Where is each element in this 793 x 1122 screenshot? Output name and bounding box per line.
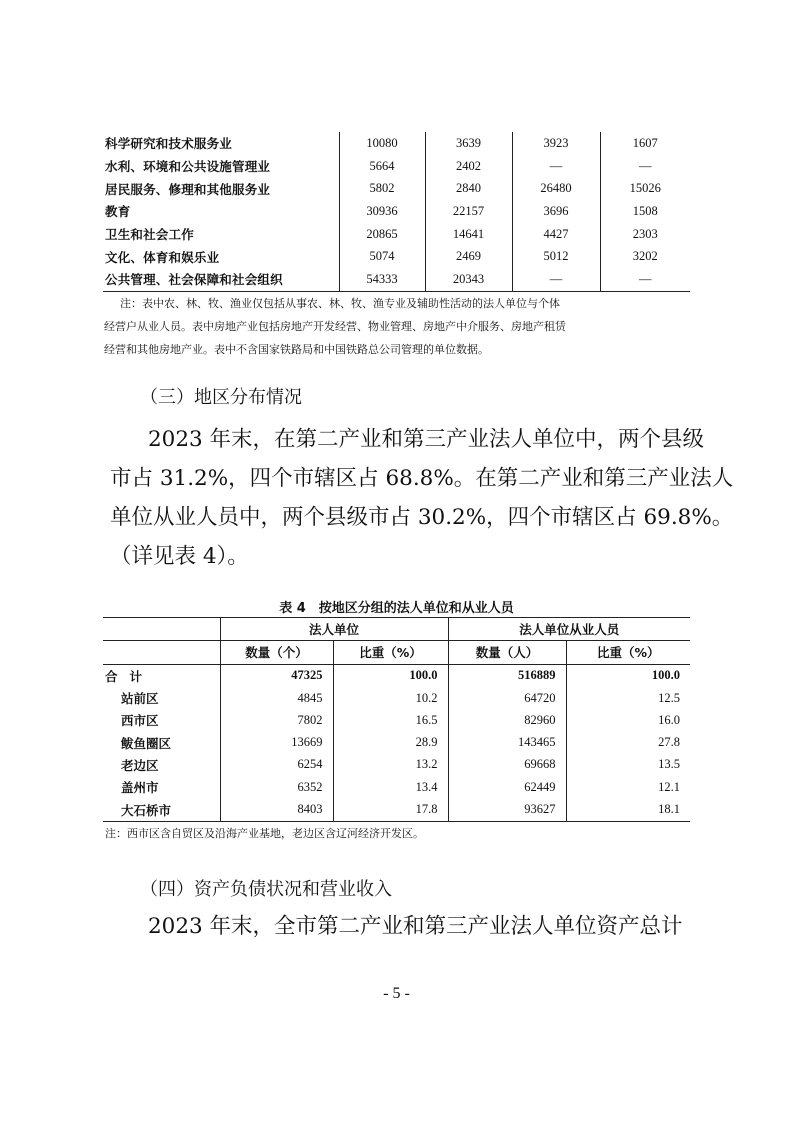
section-paragraph-assets xyxy=(148,907,683,946)
cell-value: 62449 xyxy=(448,776,566,798)
cell-value: 13.4 xyxy=(333,776,448,798)
note-line: 经营户从业人员。表中房地产业包括房地产开发经营、物业管理、房地产中介服务、房地产租赁 xyxy=(104,320,566,333)
note-line: 经营和其他房地产业。表中不含国家铁路局和中国铁路总公司管理的单位数据。 xyxy=(104,343,489,356)
table-row xyxy=(103,200,690,223)
region-table xyxy=(103,617,690,822)
cell-value: 10080 xyxy=(339,132,425,155)
cell-value: 6254 xyxy=(220,754,333,776)
sub-header: 数量（人） xyxy=(448,641,566,664)
cell-value: 20343 xyxy=(425,268,512,291)
cell-value: 2469 xyxy=(425,245,512,268)
cell-value: 143465 xyxy=(448,731,566,753)
cell-value: 13.2 xyxy=(333,754,448,776)
region-table-body xyxy=(103,664,690,821)
table-row xyxy=(103,268,690,291)
cell-value: 1508 xyxy=(600,200,690,223)
region-header-empty xyxy=(103,641,220,664)
cell-value: 20865 xyxy=(339,223,425,246)
row-label: 卫生和社会工作 xyxy=(105,227,194,243)
cell-value: 1607 xyxy=(600,132,690,155)
cell-value: 5802 xyxy=(339,177,425,200)
industry-table xyxy=(103,132,690,292)
row-label: 居民服务、修理和其他服务业 xyxy=(105,181,271,197)
cell-value: 15026 xyxy=(600,177,690,200)
sub-header: 数量（个） xyxy=(220,641,333,664)
industry-table-note xyxy=(104,292,695,361)
cell-value: 12.5 xyxy=(566,687,690,709)
table-row xyxy=(103,155,690,178)
table-row xyxy=(103,754,690,776)
cell-value: 2840 xyxy=(425,177,512,200)
cell-value: 22157 xyxy=(425,200,512,223)
cell-value: 16.5 xyxy=(333,709,448,731)
cell-value: 16.0 xyxy=(566,709,690,731)
paragraph-line: 市占 31.2%，四个市辖区占 68.8%。在第二产业和第三产业法人 xyxy=(110,466,734,491)
table-row xyxy=(103,709,690,731)
table-row xyxy=(103,177,690,200)
table-row xyxy=(103,798,690,821)
table-row xyxy=(103,245,690,268)
cell-value: 26480 xyxy=(512,177,600,200)
table-row xyxy=(103,223,690,246)
cell-value: 4845 xyxy=(220,687,333,709)
cell-value: 47325 xyxy=(220,664,333,687)
cell-value: — xyxy=(512,155,600,178)
group-header-units: 法人单位 xyxy=(220,618,448,641)
cell-value: — xyxy=(512,268,600,291)
sub-header: 比重（%） xyxy=(333,641,448,664)
cell-value: 30936 xyxy=(339,200,425,223)
group-header-employees: 法人单位从业人员 xyxy=(448,618,690,641)
cell-value: 4427 xyxy=(512,223,600,246)
cell-value: 516889 xyxy=(448,664,566,687)
cell-value: — xyxy=(600,268,690,291)
cell-value: 6352 xyxy=(220,776,333,798)
cell-value: 2303 xyxy=(600,223,690,246)
table-row xyxy=(103,132,690,155)
row-label: 合计 xyxy=(105,668,155,684)
table4-note: 注：西市区含自贸区及沿海产业基地，老边区含辽河经济开发区。 xyxy=(105,827,424,840)
table-row xyxy=(103,731,690,753)
table-row xyxy=(103,664,690,687)
sub-header: 比重（%） xyxy=(566,641,690,664)
region-header-empty xyxy=(103,618,220,641)
cell-value: 10.2 xyxy=(333,687,448,709)
row-label: 教育 xyxy=(105,204,131,220)
row-label: 大石桥市 xyxy=(121,802,172,818)
row-label: 文化、体育和娱乐业 xyxy=(105,249,220,265)
row-label: 盖州市 xyxy=(121,780,159,796)
cell-value: 100.0 xyxy=(333,664,448,687)
cell-value: 5012 xyxy=(512,245,600,268)
cell-value: 18.1 xyxy=(566,798,690,821)
cell-value: 2402 xyxy=(425,155,512,178)
paragraph-line: 单位从业人员中，两个县级市占 30.2%，四个市辖区占 69.8%。 xyxy=(110,505,734,530)
cell-value: 13.5 xyxy=(566,754,690,776)
paragraph-line: 2023 年末，全市第二产业和第三产业法人单位资产总计 xyxy=(148,914,683,939)
row-label: 水利、环境和公共设施管理业 xyxy=(105,159,271,175)
row-label: 鲅鱼圈区 xyxy=(121,735,172,751)
cell-value: 7802 xyxy=(220,709,333,731)
page-number: - 5 - xyxy=(383,985,410,1002)
row-label: 公共管理、社会保障和社会组织 xyxy=(103,268,339,291)
cell-value: 14641 xyxy=(425,223,512,246)
cell-value: 5074 xyxy=(339,245,425,268)
section-heading-region: （三）地区分布情况 xyxy=(140,387,302,408)
cell-value: 12.1 xyxy=(566,776,690,798)
cell-value: 8403 xyxy=(220,798,333,821)
cell-value: 5664 xyxy=(339,155,425,178)
paragraph-line: （详见表 4）。 xyxy=(110,544,249,569)
cell-value: 93627 xyxy=(448,798,566,821)
table-row xyxy=(103,776,690,798)
cell-value: 3696 xyxy=(512,200,600,223)
cell-value: 3639 xyxy=(425,132,512,155)
section-heading-assets: （四）资产负债状况和营业收入 xyxy=(140,879,392,900)
section-paragraph-region xyxy=(110,420,733,576)
cell-value: 82960 xyxy=(448,709,566,731)
cell-value: — xyxy=(600,155,690,178)
cell-value: 69668 xyxy=(448,754,566,776)
cell-value: 64720 xyxy=(448,687,566,709)
cell-value: 54333 xyxy=(339,268,425,291)
row-label: 西市区 xyxy=(121,713,159,729)
industry-table-body xyxy=(103,132,690,291)
table-row xyxy=(103,687,690,709)
row-label: 站前区 xyxy=(121,691,159,707)
cell-value: 3923 xyxy=(512,132,600,155)
cell-value: 13669 xyxy=(220,731,333,753)
cell-value: 28.9 xyxy=(333,731,448,753)
row-label: 老边区 xyxy=(121,757,159,773)
row-label: 科学研究和技术服务业 xyxy=(105,136,233,152)
cell-value: 3202 xyxy=(600,245,690,268)
cell-value: 100.0 xyxy=(566,664,690,687)
cell-value: 27.8 xyxy=(566,731,690,753)
note-line: 注：表中农、林、牧、渔业仅包括从事农、林、牧、渔专业及辅助性活动的法人单位与个体 xyxy=(120,297,560,310)
cell-value: 17.8 xyxy=(333,798,448,821)
table4-caption: 表 4 按地区分组的法人单位和从业人员 xyxy=(279,601,514,616)
paragraph-line: 2023 年末，在第二产业和第三产业法人单位中，两个县级 xyxy=(148,427,705,452)
